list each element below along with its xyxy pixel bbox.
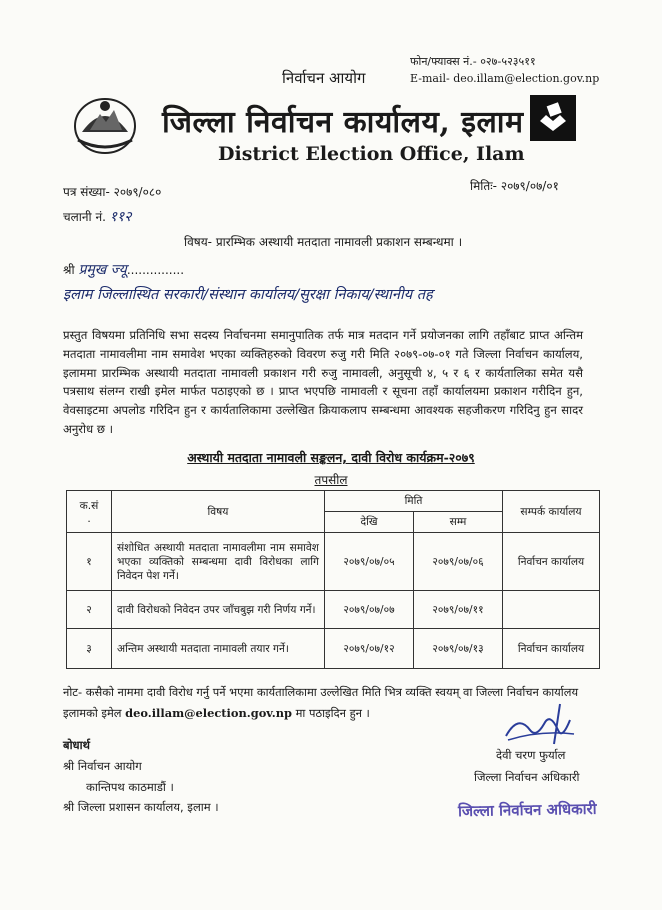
email-header: E-mail- deo.illam@election.gov.np bbox=[410, 72, 600, 85]
dispatch-value: ११२ bbox=[109, 209, 132, 225]
letter-number: पत्र संख्या- २०७९/०८० bbox=[63, 185, 162, 199]
schedule-subtitle: तपसील bbox=[314, 473, 348, 487]
row-to: २०७९/०७/०६ bbox=[414, 533, 503, 591]
schedule-table bbox=[66, 490, 600, 669]
office-title-english: District Election Office, Ilam bbox=[218, 143, 525, 165]
table-row bbox=[67, 533, 600, 591]
schedule-table-wrap bbox=[66, 490, 600, 669]
row-subject: दावी विरोधको निवेदन उपर जाँचबुझ गरी निर्णय गर्ने। bbox=[112, 591, 325, 629]
cc-line-1: श्री निर्वाचन आयोग bbox=[63, 759, 142, 773]
cc-line-3: श्री जिल्ला प्रशासन कार्यालय, इलाम । bbox=[63, 800, 219, 814]
note-email: deo.illam@election.gov.np bbox=[125, 706, 292, 721]
official-stamp: जिल्ला निर्वाचन अधिकारी bbox=[457, 799, 597, 821]
col-subject: विषय bbox=[112, 491, 325, 533]
col-to: सम्म bbox=[414, 512, 503, 533]
date-value: २०७९/०७/०१ bbox=[500, 179, 559, 193]
col-from: देखि bbox=[325, 512, 414, 533]
body-paragraph: प्रस्तुत विषयमा प्रतिनिधि सभा सदस्य निर्वाचनमा समानुपातिक तर्फ मात्र मतदान गर्ने प्रयोजनका लागि तहाँबाट प्राप्त अन्तिम मतदाता नामावलीमा नाम समावेश भएका व्यक्तिहरुको विवरण रुजु गरी मिति २०७९-०७-०१ गते जिल्ला निर्वाचन कार्यालय, इलाममा प्रारम्भिक अस्थायी मतदाता नामावली प्रकाशन गरी रुजु नामावली, अनुसूची ४, ५ र ६ र कार्यतालिका समेत यसै पत्रसाथ संलग्न राखी इमेल मार्फत पठाइएको छ । प्राप्त भएपछि नामावली र सूचना तहाँ कार्यालयमा प्रकाशन गरीदिन हुन, वेवसाइटमा अपलोड गरिदिन हुन र कार्यतालिकामा उल्लेखित क्रियाकलाप सम्बन्धमा आवश्यक सहजीकरण गरिदिनु हुन सादर अनुरोध छ । bbox=[63, 328, 583, 436]
note-text: नोट- कसैको नाममा दावी विरोध गर्नु पर्ने भएमा कार्यतालिकामा उल्लेखित मिति भित्र व्यक्ति स्वयम् वा जिल्ला निर्वाचन कार्यालय इलामको इमेल bbox=[63, 685, 579, 721]
subject-line: विषय- प्रारम्भिक अस्थायी मतदाता नामावली प्रकाशन सम्बन्धमा । bbox=[184, 235, 463, 249]
recipient-line bbox=[63, 260, 184, 282]
row-to: २०७९/०७/११ bbox=[414, 591, 503, 629]
row-subject: संशोधित अस्थायी मतदाता नामावलीमा नाम समावेश भएका व्यक्तिको सम्बन्धमा दावी विरोधका लागि निवेदन पेश गर्ने। bbox=[112, 533, 325, 591]
date-label: मितिः- bbox=[470, 179, 497, 193]
row-contact: निर्वाचन कार्यालय bbox=[503, 629, 600, 669]
commission-name: निर्वाचन आयोग bbox=[282, 69, 366, 87]
schedule-title: अस्थायी मतदाता नामावली सङ्कलन, दावी विरोध कार्यक्रम-२०७९ bbox=[187, 450, 475, 465]
signature-icon bbox=[500, 700, 580, 748]
letter-date bbox=[470, 177, 559, 196]
note-suffix: मा पठाइदिन हुन । bbox=[295, 706, 370, 721]
signatory-name: देवी चरण फुर्याल bbox=[496, 748, 566, 762]
row-subject: अन्तिम अस्थायी मतदाता नामावली तयार गर्ने। bbox=[112, 629, 325, 669]
col-date: मिति bbox=[325, 491, 503, 512]
cc-line-2: कान्तिपथ काठमाडौं । bbox=[86, 780, 174, 794]
office-title-nepali: जिल्ला निर्वाचन कार्यालय, इलाम bbox=[162, 105, 524, 140]
election-logo-icon bbox=[530, 95, 576, 141]
row-contact bbox=[503, 591, 600, 629]
row-contact: निर्वाचन कार्यालय bbox=[503, 533, 600, 591]
table-row bbox=[67, 629, 600, 669]
row-sn: १ bbox=[67, 533, 112, 591]
col-sn: क.सं . bbox=[67, 491, 112, 533]
recipient-office: इलाम जिल्लास्थित सरकारी/संस्थान कार्यालय/सुरक्षा निकाय/स्थानीय तह bbox=[63, 287, 433, 303]
recipient-dots: ............... bbox=[126, 263, 185, 277]
row-from: २०७९/०७/०७ bbox=[325, 591, 414, 629]
recipient-name: प्रमुख ज्यू bbox=[78, 262, 127, 278]
row-from: २०७९/०७/१२ bbox=[325, 629, 414, 669]
col-contact: सम्पर्क कार्यालय bbox=[503, 491, 600, 533]
row-to: २०७९/०७/१३ bbox=[414, 629, 503, 669]
row-from: २०७९/०७/०५ bbox=[325, 533, 414, 591]
table-row bbox=[67, 591, 600, 629]
signatory-title: जिल्ला निर्वाचन अधिकारी bbox=[474, 770, 580, 784]
nepal-emblem-icon bbox=[70, 92, 140, 156]
dispatch-number bbox=[63, 207, 132, 229]
dispatch-label: चलानी नं. bbox=[63, 210, 106, 224]
recipient-prefix: श्री bbox=[63, 263, 75, 277]
row-sn: ३ bbox=[67, 629, 112, 669]
phone-fax: फोन/फ्याक्स नं.- ०२७-५२३५११ bbox=[410, 55, 536, 68]
cc-label: बोधार्थ bbox=[63, 738, 90, 752]
row-sn: २ bbox=[67, 591, 112, 629]
